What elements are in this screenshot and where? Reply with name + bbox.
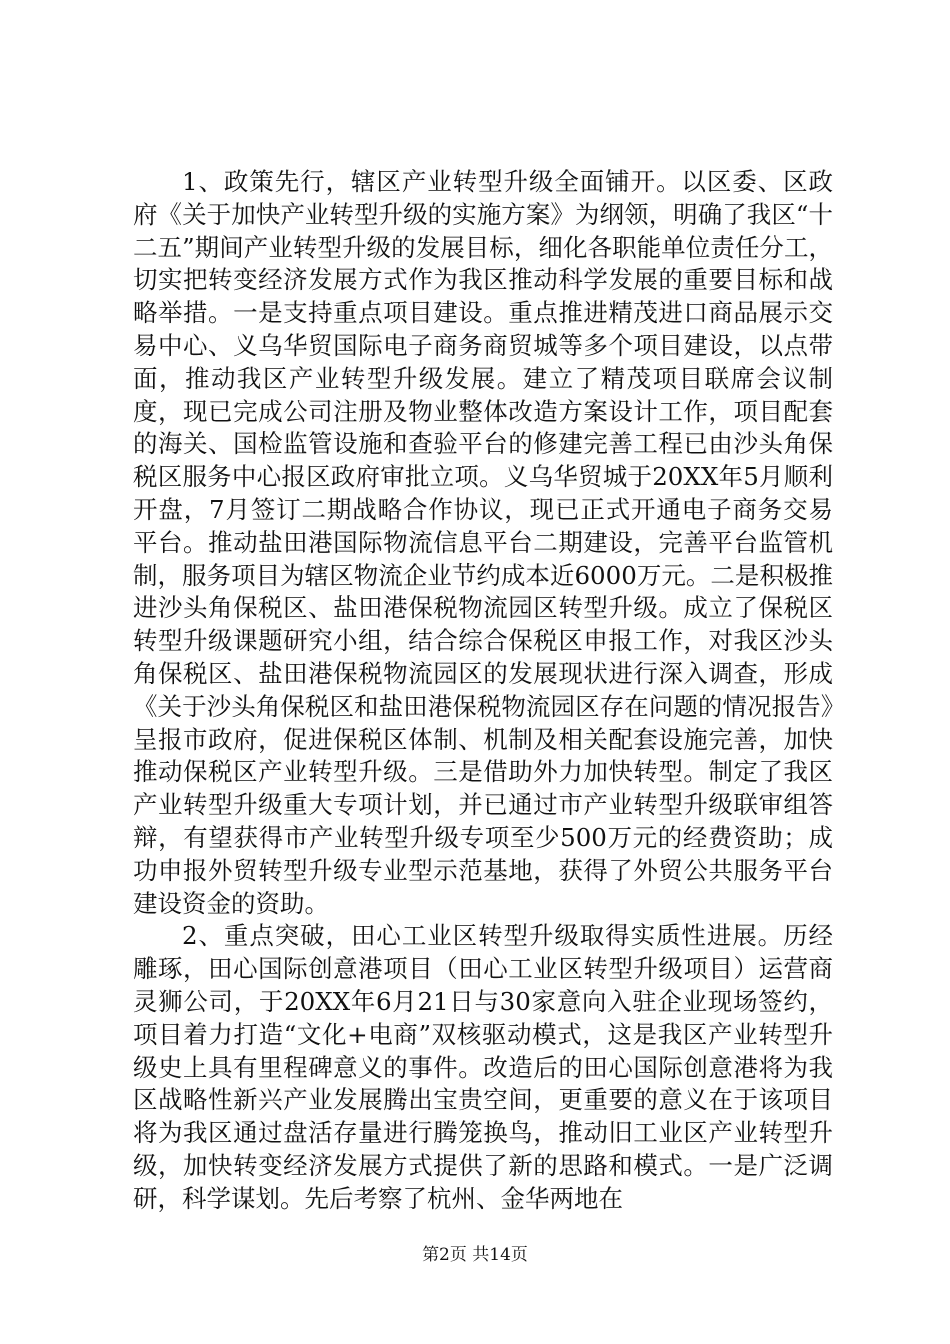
paragraph-2: 2、重点突破，田心工业区转型升级取得实质性进展。历经雕琢，田心国际创意港项目（田心工业区转型升级项目）运营商灵狮公司，于20XX年6月21日与30家意向入驻企业现场签约，项目着力打造“文化+电商”双核驱动模式，这是我区产业转型升级史上具有里程碑意义的事件。改造后的田心国际创意港将为我区战略性新兴产业发展腾出宝贵空间，更重要的意义在于该项目将为我区通过盘活存量进行腾笼换鸟，推动旧工业区产业转型升级，加快转变经济发展方式提供了新的思路和模式。一是广泛调研，科学谋划。先后考察了杭州、金华两地在 bbox=[133, 921, 833, 1213]
page-number-footer: 第2页 共14页 bbox=[422, 1245, 528, 1265]
paragraph-1: 1、政策先行，辖区产业转型升级全面铺开。以区委、区政府《关于加快产业转型升级的实施方案》为纲领，明确了我区“十二五”期间产业转型升级的发展目标，细化各职能单位责任分工，切实把转变经济发展方式作为我区推动科学发展的重要目标和战略举措。一是支持重点项目建设。重点推进精茂进口商品展示交易中心、义乌华贸国际电子商务商贸城等多个项目建设，以点带面，推动我区产业转型升级发展。建立了精茂项目联席会议制度，现已完成公司注册及物业整体改造方案设计工作，项目配套的海关、国检监管设施和查验平台的修建完善工程已由沙头角保税区服务中心报区政府审批立项。义乌华贸城于20XX年5月顺利开盘，7月签订二期战略合作协议，现已正式开通电子商务交易平台。推动盐田港国际物流信息平台二期建设，完善平台监管机制，服务项目为辖区物流企业节约成本近6000万元。二是积极推进沙头角保税区、盐田港保税物流园区转型升级。成立了保税区转型升级课题研究小组，结合综合保税区申报工作，对我区沙头角保税区、盐田港保税物流园区的发展现状进行深入调查，形成《关于沙头角保税区和盐田港保税物流园区存在问题的情况报告》呈报市政府，促进保税区体制、机制及相关配套设施完善，加快推动保税区产业转型升级。三是借助外力加快转型。制定了我区产业转型升级重大专项计划，并已通过市产业转型升级联审组答辩，有望获得市产业转型升级专项至少500万元的经费资助；成功申报外贸转型升级专业型示范基地，获得了外贸公共服务平台建设资金的资助。 bbox=[133, 167, 833, 918]
document-body bbox=[133, 166, 833, 1216]
